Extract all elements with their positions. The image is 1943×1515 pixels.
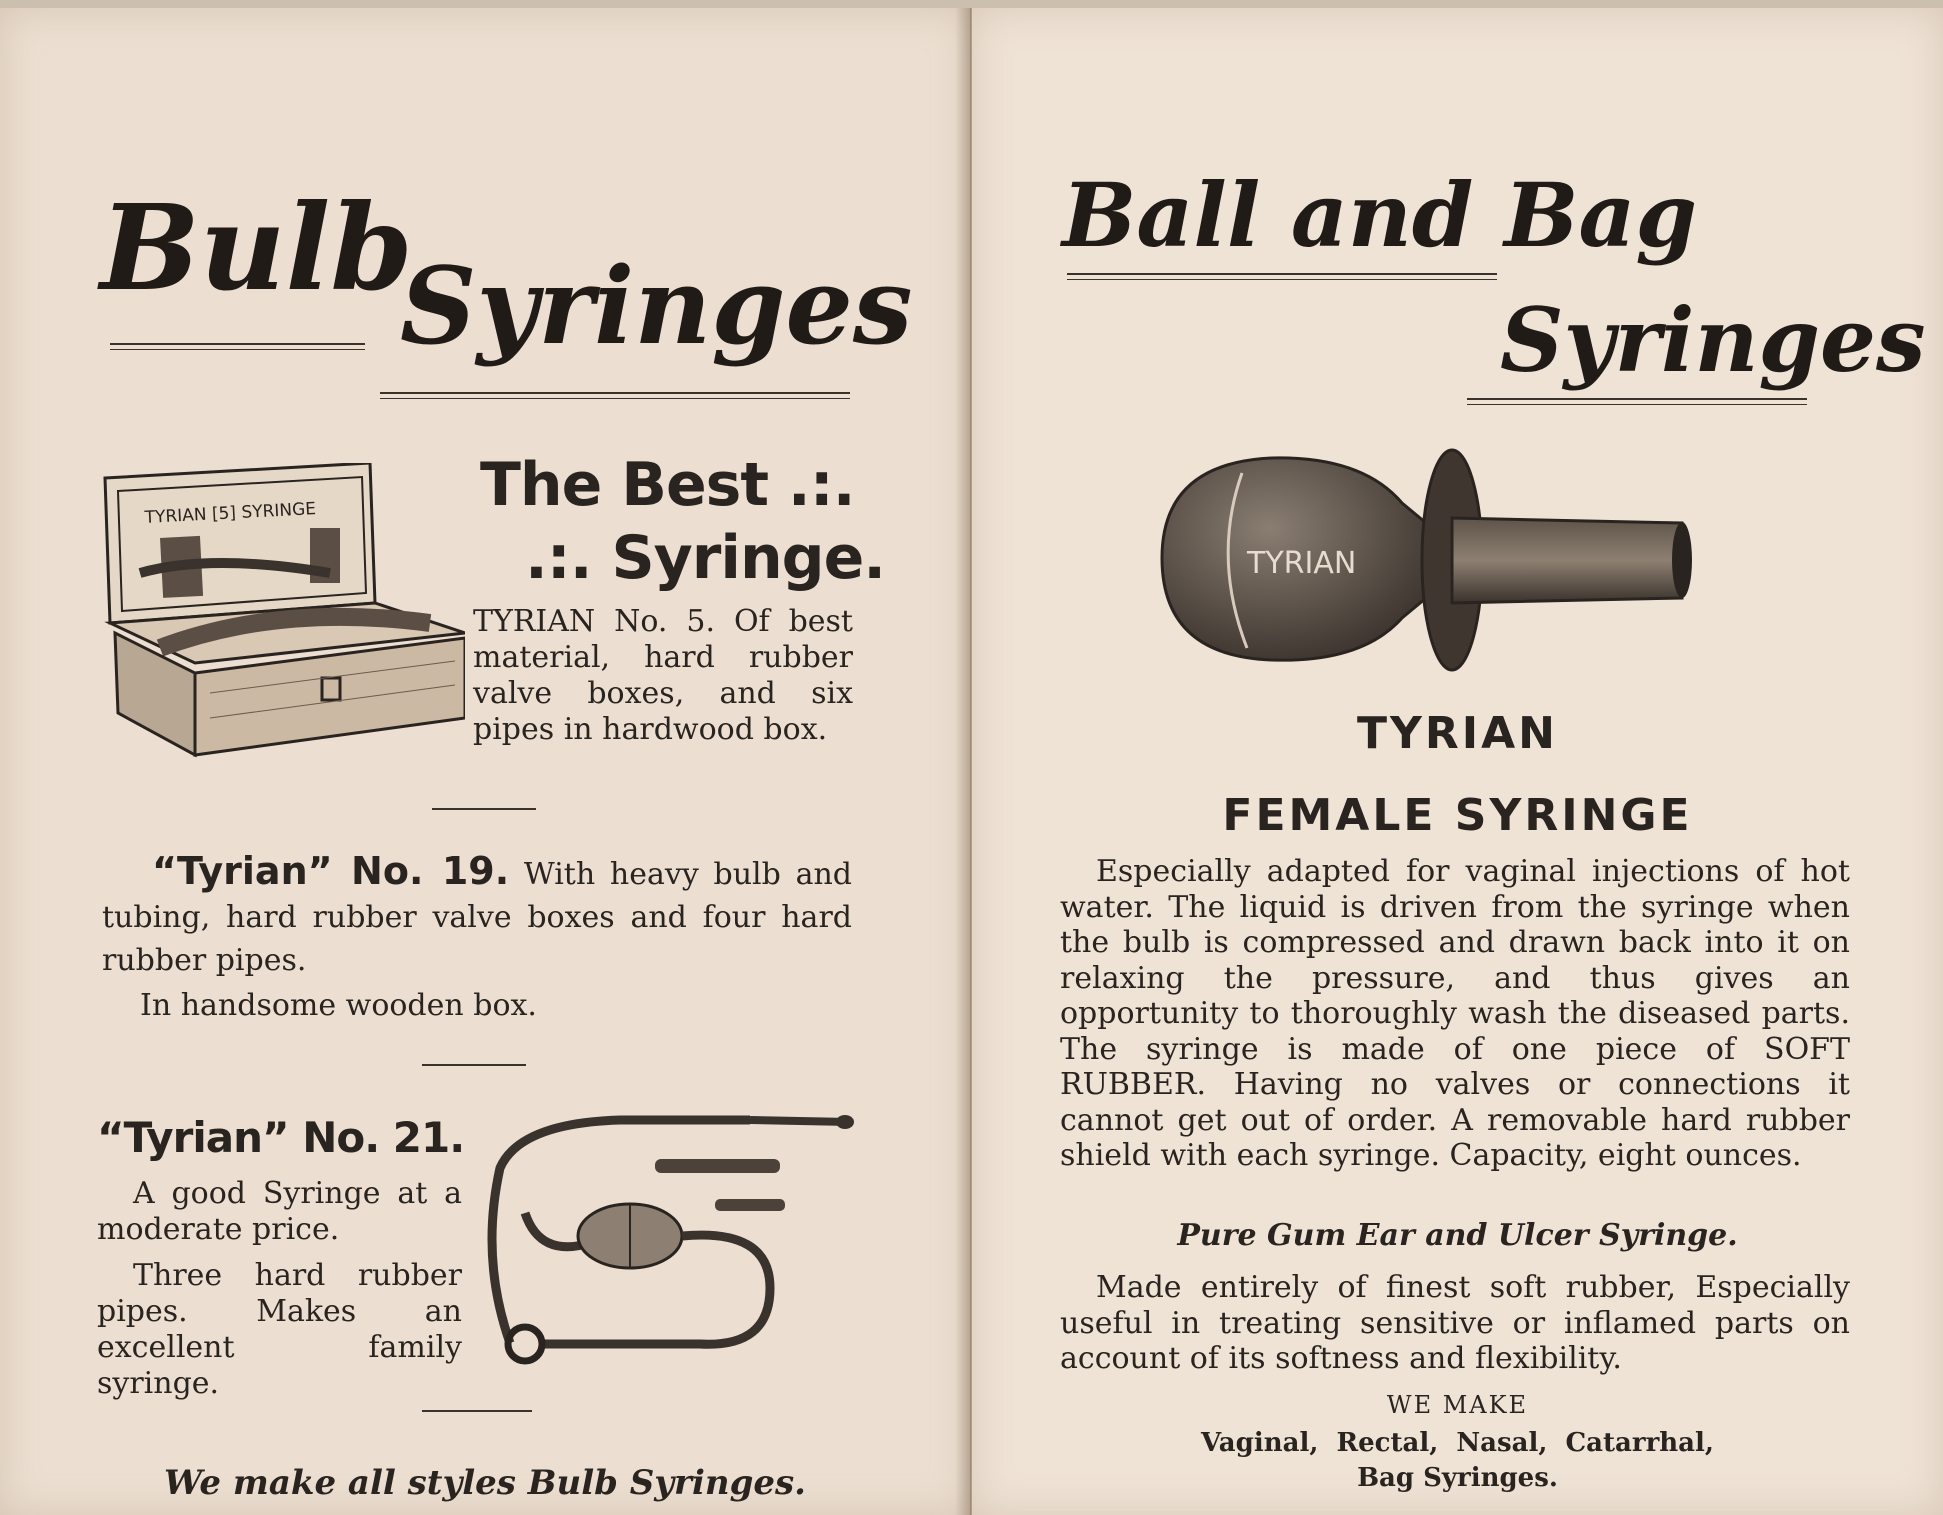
- best-line-2: .:. Syringe.: [525, 523, 886, 593]
- syringe-box-illustration: [100, 463, 465, 758]
- box-label: TYRIAN [5] SYRINGE: [144, 499, 317, 528]
- title-syringes: Syringes: [400, 243, 913, 368]
- female-syringe-illustration: [1152, 428, 1702, 693]
- divider-3: [422, 1410, 532, 1412]
- product-name-line-1: TYRIAN: [1356, 708, 1558, 759]
- left-footer: We make all styles Bulb Syringes.: [164, 1463, 806, 1503]
- right-page: [972, 8, 1943, 1515]
- title-rule-upper: [1067, 273, 1497, 280]
- no19-box: In handsome wooden box.: [140, 988, 537, 1023]
- best-line-1: The Best .:.: [480, 450, 855, 520]
- no21-text-2: Three hard rubber pipes. Makes an excellent family syringe.: [97, 1258, 462, 1401]
- we-make-label: WE MAKE: [1386, 1391, 1529, 1419]
- bulb-syringe-illustration: [470, 1108, 855, 1373]
- ear-ulcer-description: Made entirely of finest soft rubber, Especially useful in treating sensitive or inflamed parts on account of its softness and flexibility.: [1060, 1270, 1850, 1376]
- no19-heading: “Tyrian” No. 19.: [152, 849, 510, 893]
- no21-heading: “Tyrian” No. 21.: [97, 1113, 465, 1162]
- title-rule-left: [110, 343, 365, 350]
- syringe-types-line-1: Vaginal, Rectal, Nasal, Catarrhal,: [1201, 1428, 1714, 1458]
- female-syringe-description: Especially adapted for vaginal injections of hot water. The liquid is driven from the syringe when the bulb is compressed and drawn back into it on relaxing the pressure, and thus gives an opportunity to thoroughly wash the diseased parts. The syringe is made of one piece of SOFT RUBBER. Having no valves or connections it cannot get out of order. A removable hard rubber shield with each syringe. Capacity, eight ounces.: [1060, 854, 1850, 1173]
- divider-2: [422, 1064, 526, 1066]
- product-name-line-2: FEMALE SYRINGE: [1222, 790, 1693, 841]
- no21-text-1: A good Syringe at a moderate price.: [97, 1176, 462, 1247]
- divider-1: [432, 808, 536, 810]
- title-syringes-right: Syringes: [1500, 288, 1926, 392]
- no19-block: [102, 850, 852, 982]
- title-rule-right: [380, 392, 850, 399]
- syringe-types-line-2: Bag Syringes.: [1357, 1463, 1558, 1493]
- title-rule-lower: [1467, 398, 1807, 405]
- no19-text: With heavy bulb and tubing, hard rubber valve boxes and four hard rubber pipes.: [102, 857, 852, 978]
- left-page: [0, 8, 971, 1515]
- title-bulb: Bulb: [100, 178, 413, 317]
- ear-ulcer-heading: Pure Gum Ear and Ulcer Syringe.: [1177, 1218, 1738, 1253]
- no5-description: TYRIAN No. 5. Of best material, hard rubber valve boxes, and six pipes in hardwood box.: [473, 604, 853, 747]
- bulb-label: TYRIAN: [1247, 546, 1357, 581]
- title-ball-and-bag: Ball and Bag: [1062, 163, 1697, 267]
